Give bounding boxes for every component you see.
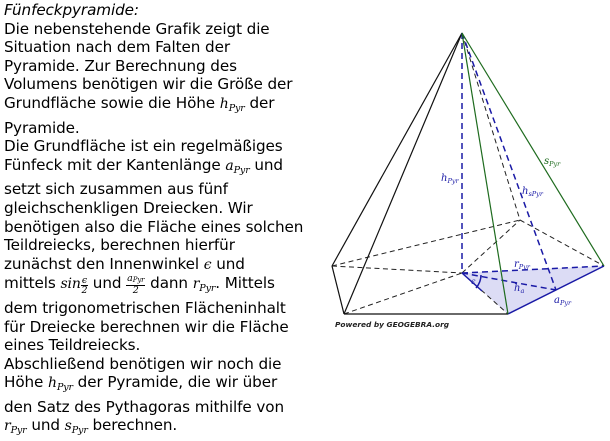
math-h-pyr: $h_{Pyr}$ xyxy=(48,375,73,394)
text-line: Pyramide. Zur Berechnung des xyxy=(4,56,237,75)
text-line: Abschließend benötigen wir noch die xyxy=(4,354,282,373)
explanation-text xyxy=(4,1,309,441)
math-r-pyr: $r_{Pyr}$ xyxy=(192,276,216,295)
label-r-pyr: $r_{Pyr}$ xyxy=(514,259,530,271)
text-line: Höhe $h_{Pyr}$ der Pyramide, die wir über xyxy=(4,373,278,394)
text-line: Fünfeck mit der Kantenlänge $a_{Pyr}$ und xyxy=(4,155,283,176)
pyramid-diagram xyxy=(320,20,610,340)
text-line: mittels sin $\frac{\epsilon}{2}$ und $\frac{\text{aPyr}}{2}$ dann $r_{Pyr}$. Mittels xyxy=(4,273,275,297)
math-h-pyr: $h_{Pyr}$ xyxy=(219,95,245,114)
section-title: Fünfeckpyramide: xyxy=(4,1,139,19)
math-sin: sin xyxy=(60,276,81,293)
label-a-pyr: $a_{Pyr}$ xyxy=(554,295,572,307)
text-line: Volumens benötigen wir die Größe der xyxy=(4,75,293,94)
text-line: Die Grundfläche ist ein regelmäßiges xyxy=(4,137,283,156)
math-a-pyr: $a_{Pyr}$ xyxy=(225,157,250,176)
text-line: gleichschenkligen Dreiecken. Wir xyxy=(4,198,253,217)
text-line: Die nebenstehende Grafik zeigt die xyxy=(4,19,270,38)
text-line: Teildreiecks, berechnen hierfür xyxy=(4,236,235,255)
text-line: für Dreiecke berechnen wir die Fläche xyxy=(4,317,289,336)
label-epsilon: ϵ xyxy=(471,277,476,286)
text-line: Pyramide. xyxy=(4,118,80,137)
fraction-epsilon-half: $\frac{\epsilon}{2}$ xyxy=(81,275,88,297)
text-line: Situation nach dem Falten der xyxy=(4,38,230,57)
math-r-pyr: $r_{Pyr}$ xyxy=(4,418,27,437)
text-line: benötigen also die Fläche eines solchen xyxy=(4,217,304,236)
math-epsilon: ϵ xyxy=(203,256,212,273)
fraction-a-half: $\frac{\text{aPyr}}{2}$ xyxy=(127,273,145,297)
label-h-spyr: $h_{sPyr}$ xyxy=(522,186,543,198)
label-s-pyr: $s_{Pyr}$ xyxy=(544,156,561,168)
label-h-pyr: $h_{Pyr}$ xyxy=(441,173,459,185)
text-line: eines Teildreiecks. xyxy=(4,336,141,355)
text-line: Grundfläche sowie die Höhe $h_{Pyr}$ der xyxy=(4,93,275,114)
text-line: den Satz des Pythagoras mithilfe von xyxy=(4,397,284,416)
text-line: $r_{Pyr}$ und $s_{Pyr}$ berechnen. xyxy=(4,416,178,437)
geogebra-credit: Powered by GEOGEBRA.org xyxy=(335,320,450,329)
math-s-pyr: $s_{Pyr}$ xyxy=(64,418,88,437)
text-line: dem trigonometrischen Flächeninhalt xyxy=(4,298,286,317)
label-h-a: $h_a$ xyxy=(514,283,525,295)
shaded-triangle xyxy=(462,266,604,314)
text-line: setzt sich zusammen aus fünf xyxy=(4,180,228,199)
text-line: zunächst den Innenwinkel ϵ und xyxy=(4,254,245,273)
visible-edges xyxy=(332,33,508,314)
